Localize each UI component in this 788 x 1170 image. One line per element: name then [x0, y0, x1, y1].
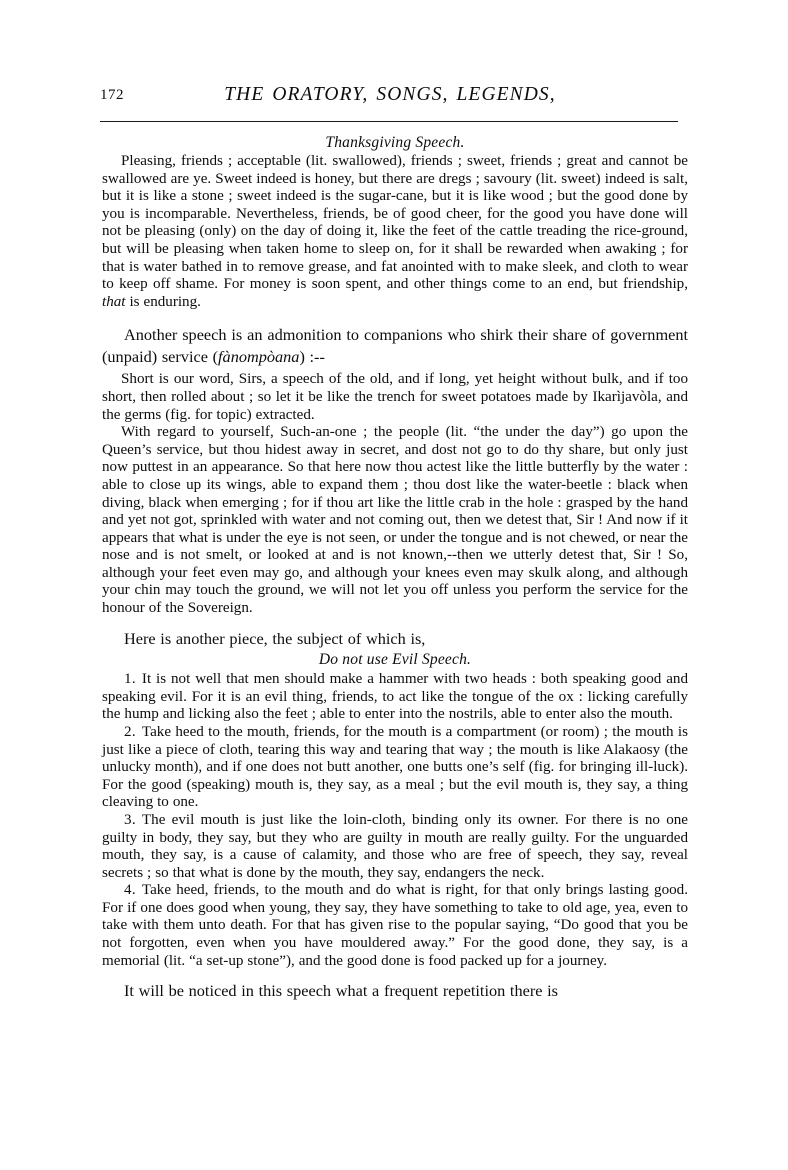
- section-heading-evil-speech: Do not use Evil Speech.: [318, 651, 472, 669]
- list-item-2-text: Take heed to the mouth, friends, for the mouth is a compartment (or room) ; the mouth is just like a piece of cloth, tearing this way and tearing that way ; the mouth is like Alakaosy (the unlucky month), and if one does not butt another, one butts one’s self (fig. for bringing ill-luck). For the good (speaking) mouth is, they say, as a meal ; but the evil mouth is, they say, a thing cleaving to one.: [102, 723, 688, 811]
- spacer: [102, 311, 688, 324]
- malagasy-term-fanompoana: fànompòana: [218, 346, 300, 366]
- paragraph-here-is-another-piece: Here is another piece, the subject of which is,: [124, 628, 426, 648]
- paragraph-another-speech: [102, 324, 688, 367]
- paragraph-thanksgiving: [102, 153, 688, 311]
- paragraph-thanksgiving-tail: is enduring.: [125, 293, 201, 310]
- spacer: [102, 618, 688, 628]
- paragraph-another-speech-tail: ) :--: [299, 346, 325, 366]
- header-rule: [100, 121, 678, 122]
- list-item-4-number: 4.: [124, 882, 136, 899]
- list-item-1-number: 1.: [124, 671, 136, 688]
- list-item-3-number: 3.: [124, 811, 136, 828]
- list-item-4-text: Take heed, friends, to the mouth and do what is right, for that only brings lasting good. For if one does good when young, they say, they have something to take to old age, yea, even to take with them unto death. For that has given rise to the popular saying, “Do good that you be not forgotten, even when you have mouldered away.” For the good done, they say, is a memorial (lit. “a set-up stone”), and the good done is food packed up for a journey.: [102, 882, 688, 969]
- list-item-2-number: 2.: [124, 723, 136, 740]
- running-head-title: THE ORATORY, SONGS, LEGENDS,: [224, 84, 556, 105]
- paragraph-short-is-our-word: Short is our word, Sirs, a speech of the old, and if long, yet height without bulk, and if too short, then rolled about ; so let it be like the trench for sweet potatoes made by Ikarìjavòla, and the germs (fig. for topic) extracted.: [102, 371, 688, 423]
- paragraph-another-speech-text: Another speech is an admonition to companions who shirk their share of government (unpaid) service (: [102, 325, 688, 366]
- paragraph-with-regard: With regard to yourself, Such-an-one ; the people (lit. “the under the day”) go upon the Queen’s service, but thou hidest away in secret, and dost not go to do thy share, but only just now puttest in an appearance. So that here now thou actest like the little butterfly by the water : able to close up its wings, able to expand them ; thou dost like the water-beetle : black when diving, black when emerging ; for if thou art like the little crab in the hole : grasped by the hand and yet not got, sprinkled with water and not coming out, then we detest that, Sir ! And now if it appears that what is under the eye is not seen, or under the tongue and is not chewed, or near the nose and is not smelt, or looked at and is not known,--then we utterly detest that, Sir ! So, although your feet even may go, and although your knees even may skulk along, and although your chin may touch the ground, we will not let you off unless you perform the service for the honour of the Sovereign.: [102, 424, 688, 617]
- paragraph-thanksgiving-text: Pleasing, friends ; acceptable (lit. swallowed), friends ; sweet, friends ; great and cannot be swallowed are ye. Sweet indeed is honey, but there are dregs ; savoury (lit. sweet) indeed is salt, but it is like a stone ; sweet indeed is the sugar-cane, but it is like wood ; but the good done by you is incomparable. Nevertheless, friends, be of good cheer, for the good you have done will not be pleasing (only) on the day of doing it, like the feet of the cattle treading the rice-ground, but will be pleasing when taken home to sleep on, for it shall be rewarded when awaking ; for that is water bathed in to remove grease, and fat anointed with to make sleek, and cloth to wear to keep off shame. For money is soon spent, and other things come to an end, but friendship,: [102, 153, 688, 293]
- emphasis-that: that: [102, 293, 126, 310]
- section-heading-thanksgiving: Thanksgiving Speech.: [325, 134, 465, 151]
- list-item-3-text: The evil mouth is just like the loin-cloth, binding only its owner. For there is no one guilty in body, they say, but they who are guilty in mouth are really guilty. For the unguarded mouth, they say, is a cause of calamity, and those who are free of speech, they say, reveal secrets ; so that what is done by the mouth, they say, endangers the neck.: [102, 811, 688, 881]
- spacer: [102, 970, 688, 980]
- list-item-4: [102, 882, 688, 970]
- paragraph-closing: It will be noticed in this speech what a frequent repetition there is: [124, 981, 558, 1001]
- list-item-1-text: It is not well that men should make a hammer with two heads : both speaking good and speaking evil. For it is an evil thing, friends, to act like the tongue of the ox : licking carefully the hump and licking also the feet ; able to enter into the nostrils, able to enter also the mouth.: [102, 671, 688, 723]
- list-item-3: [102, 812, 688, 882]
- page-number: 172: [100, 87, 124, 103]
- list-item-1: [102, 671, 688, 724]
- page-header: [100, 84, 680, 110]
- page-body: [102, 133, 688, 1002]
- list-item-2: [102, 724, 688, 812]
